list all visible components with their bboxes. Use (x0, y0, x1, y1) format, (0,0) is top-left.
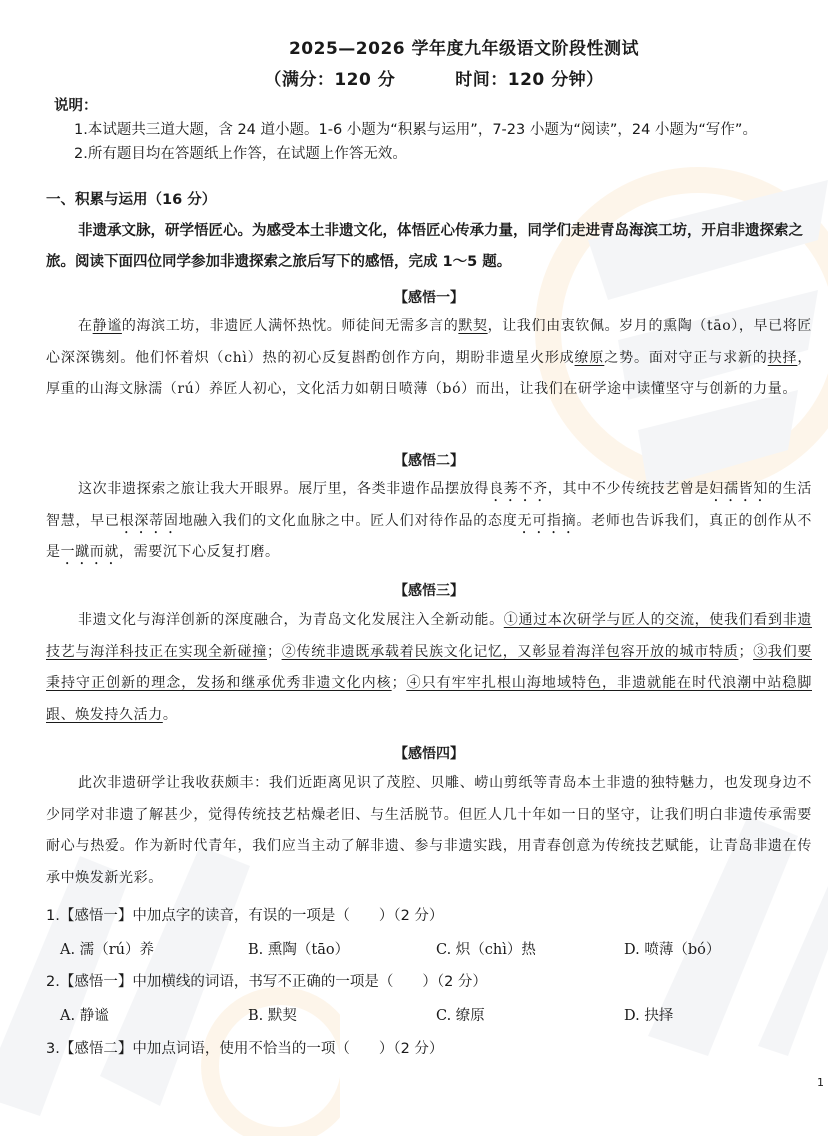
question (46, 970, 812, 1025)
options-row (46, 1004, 812, 1025)
numbered-sentence: ①通过本次研学与匠人的交流，使我们看到非遗技艺与海洋科技正在实现全新碰撞 (46, 612, 812, 660)
dotted-word: 一蹴而就 (60, 544, 120, 560)
section-intro: 非遗承文脉，研学悟匠心。为感受本土非遗文化，体悟匠心传承力量，同学们走进青岛海滨工坊，开启非遗探索之旅。阅读下面四位同学参加非遗探索之旅后写下的感悟，完成 1～5 题。 (46, 223, 803, 270)
dotted-word: 炽（chì）热 (194, 349, 278, 366)
exam-title (0, 34, 828, 90)
question (46, 904, 812, 959)
numbered-sentence: ③我们要秉持守正创新的理念，发扬和继承优秀非遗文化内核 (46, 643, 812, 691)
underlined-word: 默契 (458, 318, 488, 334)
option: A. 静谧 (60, 1008, 109, 1024)
dotted-word: 喷薄（bó） (398, 381, 476, 397)
instructions-label: 说明： (54, 98, 98, 114)
underlined-word: 静谧 (92, 318, 122, 334)
dotted-word: 濡（rú）养 (148, 381, 224, 397)
instruction-item: 1.本试题共三道大题，含 24 道小题。1-6 小题为“积累与运用”，7-23 小题为“阅读”，24 小题为“写作”。 (74, 122, 757, 138)
section-heading: 一、积累与运用（16 分） (46, 192, 217, 208)
numbered-sentence: ④只有牢牢扎根山海地域特色，非遗就能在时代浪潮中站稳脚跟、焕发持久活力 (46, 675, 812, 723)
title-line: 2025—2026 学年度九年级语文阶段性测试 (288, 39, 640, 59)
dotted-word: 根深蒂固 (119, 512, 179, 529)
option: B. 默契 (248, 1008, 297, 1024)
option: D. 抉择 (624, 1008, 674, 1024)
ganwu-title: 【感悟三】 (394, 583, 464, 599)
ganwu-title: 【感悟二】 (394, 453, 464, 469)
ganwu-paragraph: 在静谧的海滨工坊，非遗匠人满怀热忱。师徒间无需多言的默契，让我们由衷钦佩。岁月的熏陶（tāo），早已将匠心深深镌刻。他们怀着炽（chì）热的初心反复斟酌创作方向，期盼非遗星火形成缭原之势。面对守正与求新的抉择，厚重的山海文脉濡（rú）养匠人初心，文化活力如朝日喷薄（bó）而出，让我们在研学途中读懂坚守与创新的力量。 (46, 318, 813, 397)
full-score: （满分：120 分 (264, 70, 396, 90)
ganwu-paragraph: 此次非遗研学让我收获颇丰：我们近距离见识了茂腔、贝雕、崂山剪纸等青岛本土非遗的独特魅力，也发现身边不少同学对非遗了解甚少，觉得传统技艺枯燥老旧、与生活脱节。但匠人几十年如一日的坚守，让我们明白非遗传承需要耐心与热爱。作为新时代青年，我们应当主动了解非遗、参与非遗实践，用青春创意为传统技艺赋能，让青岛非遗在传承中焕发新光彩。 (46, 775, 812, 886)
numbered-sentence: ②传统非遗既承载着民族文化记忆，又彰显着海洋包容开放的城市特质 (281, 643, 739, 660)
ganwu-paragraph: 非遗文化与海洋创新的深度融合，为青岛文化发展注入全新动能。①通过本次研学与匠人的交流，使我们看到非遗技艺与海洋科技正在实现全新碰撞；②传统非遗既承载着民族文化记忆，又彰显着海洋包容开放的城市特质；③我们要秉持守正创新的理念，发扬和继承优秀非遗文化内核；④只有牢牢扎根山海地域特色，非遗就能在时代浪潮中站稳脚跟、焕发持久活力。 (46, 612, 812, 723)
option: D. 喷薄（bó） (624, 942, 721, 958)
exam-time: 时间：120 分钟） (455, 70, 604, 90)
ganwu-title: 【感悟四】 (394, 746, 464, 762)
dotted-word: 妇孺皆知 (709, 481, 769, 497)
score-time-line (40, 65, 828, 90)
dotted-word: 无可指摘 (517, 512, 577, 529)
question-stem: 1.【感悟一】中加点字的读音，有误的一项是（ ）（2 分） (46, 908, 444, 924)
option: B. 熏陶（tāo） (248, 942, 350, 958)
option: C. 炽（chì）热 (436, 942, 536, 958)
options-row (46, 938, 812, 959)
dotted-word: 良莠不齐 (489, 481, 548, 497)
option: A. 濡（rú）养 (60, 942, 154, 958)
underlined-word: 抉择 (767, 349, 798, 366)
question-stem: 3.【感悟二】中加点词语，使用不恰当的一项（ ）（2 分） (46, 1041, 444, 1057)
instruction-item: 2.所有题目均在答题纸上作答，在试题上作答无效。 (74, 146, 407, 162)
question (46, 1037, 812, 1061)
ganwu-paragraph: 这次非遗探索之旅让我大开眼界。展厅里，各类非遗作品摆放得良莠不齐，其中不少传统技艺曾是妇孺皆知的生活智慧，早已根深蒂固地融入我们的文化血脉之中。匠人们对待作品的态度无可指摘。老师也告诉我们，真正的创作从不是一蹴而就，需要沉下心反复打磨。 (46, 481, 812, 560)
underlined-word: 缭原 (574, 349, 605, 366)
ganwu-title: 【感悟一】 (394, 290, 464, 306)
question-stem: 2.【感悟一】中加横线的词语，书写不正确的一项是（ ）（2 分） (46, 974, 487, 990)
instructions (46, 94, 812, 166)
option: C. 缭原 (436, 1008, 485, 1024)
page-number: 1 (817, 1076, 824, 1089)
dotted-word: 熏陶（tāo） (663, 318, 739, 334)
